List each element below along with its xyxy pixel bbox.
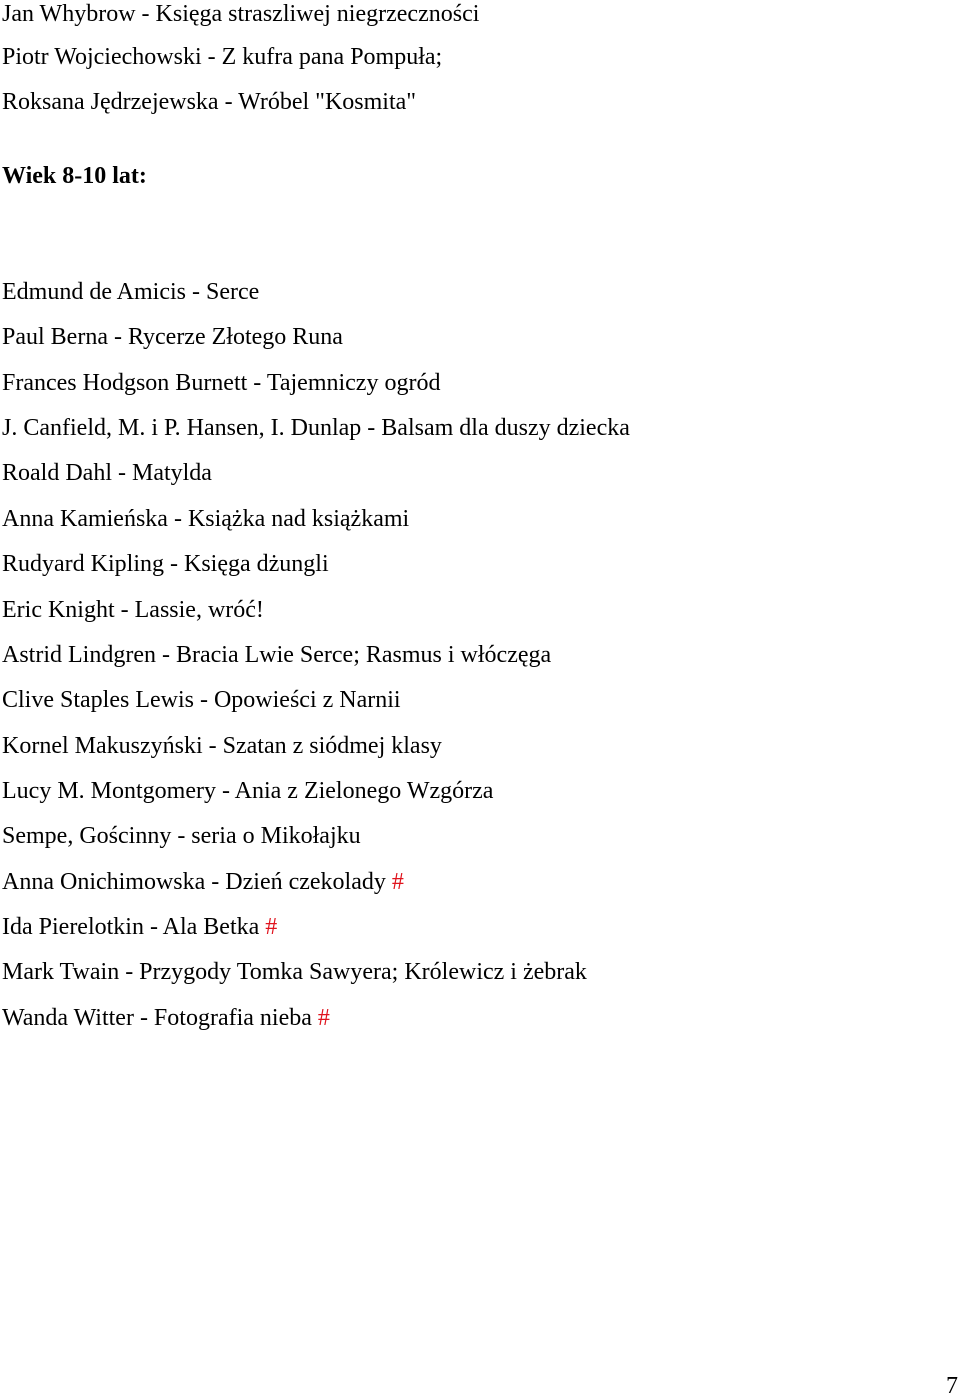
section-heading: Wiek 8-10 lat: xyxy=(2,163,147,189)
book-entry-text: J. Canfield, M. i P. Hansen, I. Dunlap - Balsam dla duszy dziecka xyxy=(2,415,630,441)
book-entry-text: Eric Knight - Lassie, wróć! xyxy=(2,597,264,623)
book-list-item xyxy=(2,732,442,760)
book-entry-text: Ida Pierelotkin - Ala Betka xyxy=(2,914,266,940)
page-number: 7 xyxy=(946,1373,958,1399)
book-list-item xyxy=(2,686,401,714)
intro-item: Piotr Wojciechowski - Z kufra pana Pompuła; xyxy=(2,44,443,70)
book-list-item xyxy=(2,913,277,941)
book-entry-text: Kornel Makuszyński - Szatan z siódmej klasy xyxy=(2,733,442,759)
highlight-mark: # xyxy=(317,1005,330,1031)
book-entry-text: Mark Twain - Przygody Tomka Sawyera; Królewicz i żebrak xyxy=(2,959,587,985)
book-entry-text: Astrid Lindgren - Bracia Lwie Serce; Rasmus i włóczęga xyxy=(2,642,552,668)
book-list-item xyxy=(2,822,361,850)
book-entry-text: Anna Onichimowska - Dzień czekolady xyxy=(2,869,392,895)
book-entry-text: Clive Staples Lewis - Opowieści z Narnii xyxy=(2,687,401,713)
highlight-mark: # xyxy=(391,869,404,895)
book-list-item xyxy=(2,596,264,624)
book-list-item xyxy=(2,958,587,986)
book-list-item xyxy=(2,505,409,533)
book-entry-text: Paul Berna - Rycerze Złotego Runa xyxy=(2,324,343,350)
book-entry-text: Edmund de Amicis - Serce xyxy=(2,279,260,305)
book-entry-text: Rudyard Kipling - Księga dżungli xyxy=(2,551,329,577)
book-entry-text: Lucy M. Montgomery - Ania z Zielonego Wzgórza xyxy=(2,778,494,804)
book-entry-text: Frances Hodgson Burnett - Tajemniczy ogród xyxy=(2,370,441,396)
book-list-item xyxy=(2,777,493,805)
book-list-item xyxy=(2,641,551,669)
intro-item: Roksana Jędrzejewska - Wróbel "Kosmita" xyxy=(2,89,417,115)
book-list-item xyxy=(2,414,630,442)
book-entry-text: Roald Dahl - Matylda xyxy=(2,460,212,486)
book-list-item xyxy=(2,323,343,351)
book-entry-text: Wanda Witter - Fotografia nieba xyxy=(2,1005,318,1031)
book-list-item xyxy=(2,278,259,306)
book-entry-text: Anna Kamieńska - Książka nad książkami xyxy=(2,506,410,532)
book-list-item xyxy=(2,1004,330,1032)
intro-item: Jan Whybrow - Księga straszliwej niegrzeczności xyxy=(2,1,480,27)
book-list-item xyxy=(2,550,329,578)
book-list-item xyxy=(2,369,440,397)
book-list-item xyxy=(2,459,212,487)
highlight-mark: # xyxy=(265,914,278,940)
book-list-item xyxy=(2,868,404,896)
book-entry-text: Sempe, Gościnny - seria o Mikołajku xyxy=(2,823,361,849)
